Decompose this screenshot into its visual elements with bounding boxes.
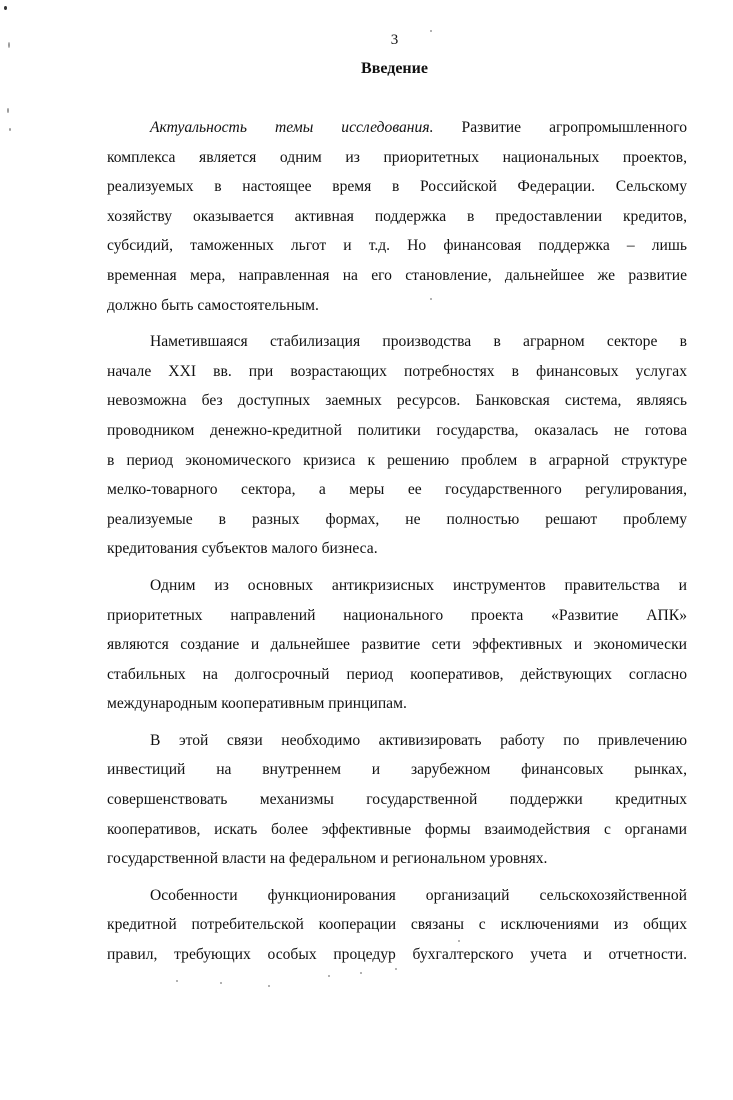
line-text: начале XXI вв. при возрастающих потребностях в финансовых услугах — [107, 362, 687, 380]
text-line — [107, 815, 687, 845]
line-text: инвестиций на внутреннем и зарубежном финансовых рынках, — [107, 761, 687, 779]
text-line — [107, 689, 687, 719]
text-line — [107, 172, 687, 202]
paragraph — [107, 726, 687, 874]
scan-speck — [268, 985, 270, 987]
paragraph — [107, 113, 687, 320]
text-line — [107, 881, 687, 911]
line-text: приоритетных направлений национального проекта «Развитие АПК» — [107, 606, 687, 624]
text-line — [107, 630, 687, 660]
line-text: Развитие агропромышленного — [433, 119, 687, 136]
line-text: субсидий, таможенных льгот и т.д. Но финансовая поддержка – лишь — [107, 237, 687, 255]
text-line — [107, 357, 687, 387]
scan-speck — [176, 980, 178, 982]
scan-speck — [360, 972, 362, 974]
text-line — [107, 571, 687, 601]
scan-speck — [7, 108, 9, 113]
text-line — [107, 386, 687, 416]
text-line — [107, 505, 687, 535]
line-text: временная мера, направленная на его становление, дальнейшее же развитие — [107, 266, 687, 284]
scan-speck — [4, 6, 7, 10]
scan-speck — [430, 30, 432, 32]
page-number: 3 — [390, 32, 399, 48]
text-line — [107, 726, 687, 756]
scan-speck — [9, 128, 11, 131]
line-text: реализуемые в разных формах, не полностью решают проблему — [107, 510, 687, 528]
scan-speck — [220, 982, 222, 984]
line-text: кредитования субъектов малого бизнеса. — [107, 540, 378, 558]
scan-speck — [8, 42, 10, 48]
line-text: Одним из основных антикризисных инструментов правительства и — [150, 576, 687, 594]
line-text: Наметившаяся стабилизация производства в аграрном секторе в — [150, 333, 687, 351]
line-text: В этой связи необходимо активизировать работу по привлечению — [150, 731, 687, 749]
text-line — [107, 143, 687, 173]
text-line — [107, 534, 687, 564]
line-text: правил, требующих особых процедур бухгалтерского учета и отчетности. — [107, 946, 687, 964]
line-text: Особенности функционирования организаций сельскохозяйственной — [150, 886, 687, 904]
line-text: кредитной потребительской кооперации связаны с исключениями из общих — [107, 916, 687, 934]
paragraph — [107, 327, 687, 564]
line-text: государственной власти на федеральном и региональном уровнях. — [107, 850, 548, 868]
scan-speck — [458, 940, 460, 942]
line-text: мелко-товарного сектора, а меры ее государственного регулирования, — [107, 481, 687, 499]
line-text: должно быть самостоятельным. — [107, 296, 319, 314]
line-text: комплекса является одним из приоритетных национальных проектов, — [107, 148, 687, 166]
scan-speck — [430, 298, 432, 300]
line-text: совершенствовать механизмы государственной поддержки кредитных — [107, 791, 687, 809]
text-line — [107, 601, 687, 631]
scan-speck — [328, 975, 330, 977]
line-text: в период экономического кризиса к решению проблем в аграрной структуре — [107, 451, 687, 469]
text-line — [107, 910, 687, 940]
line-text: кооперативов, искать более эффективные формы взаимодействия с органами — [107, 820, 687, 838]
text-line — [107, 113, 687, 143]
text-line — [107, 446, 687, 476]
body-text — [107, 113, 687, 977]
paragraph — [107, 881, 687, 970]
text-line — [107, 231, 687, 261]
section-title: Введение — [361, 60, 428, 77]
text-line — [107, 844, 687, 874]
line-text: невозможна без доступных заемных ресурсов. Банковская система, являясь — [107, 392, 687, 410]
text-line — [107, 291, 687, 321]
text-line — [107, 202, 687, 232]
line-text: международным кооперативным принципам. — [107, 695, 407, 713]
text-line — [107, 940, 687, 970]
paragraph — [107, 571, 687, 719]
line-text: реализуемых в настоящее время в Российской Федерации. Сельскому — [107, 178, 687, 196]
text-line — [107, 785, 687, 815]
text-line — [107, 261, 687, 291]
text-line — [107, 660, 687, 690]
scan-speck — [395, 968, 397, 970]
text-line — [107, 475, 687, 505]
line-text: являются создание и дальнейшее развитие сети эффективных и экономически — [107, 636, 687, 654]
text-line — [107, 327, 687, 357]
italic-phrase: Актуальность темы исследования. — [150, 119, 434, 136]
text-line — [107, 416, 687, 446]
line-text: хозяйству оказывается активная поддержка в предоставлении кредитов, — [107, 207, 687, 225]
line-text: проводником денежно-кредитной политики государства, оказалась не готова — [107, 421, 687, 439]
text-line — [107, 755, 687, 785]
line-text: стабильных на долгосрочный период кооперативов, действующих согласно — [107, 665, 687, 683]
